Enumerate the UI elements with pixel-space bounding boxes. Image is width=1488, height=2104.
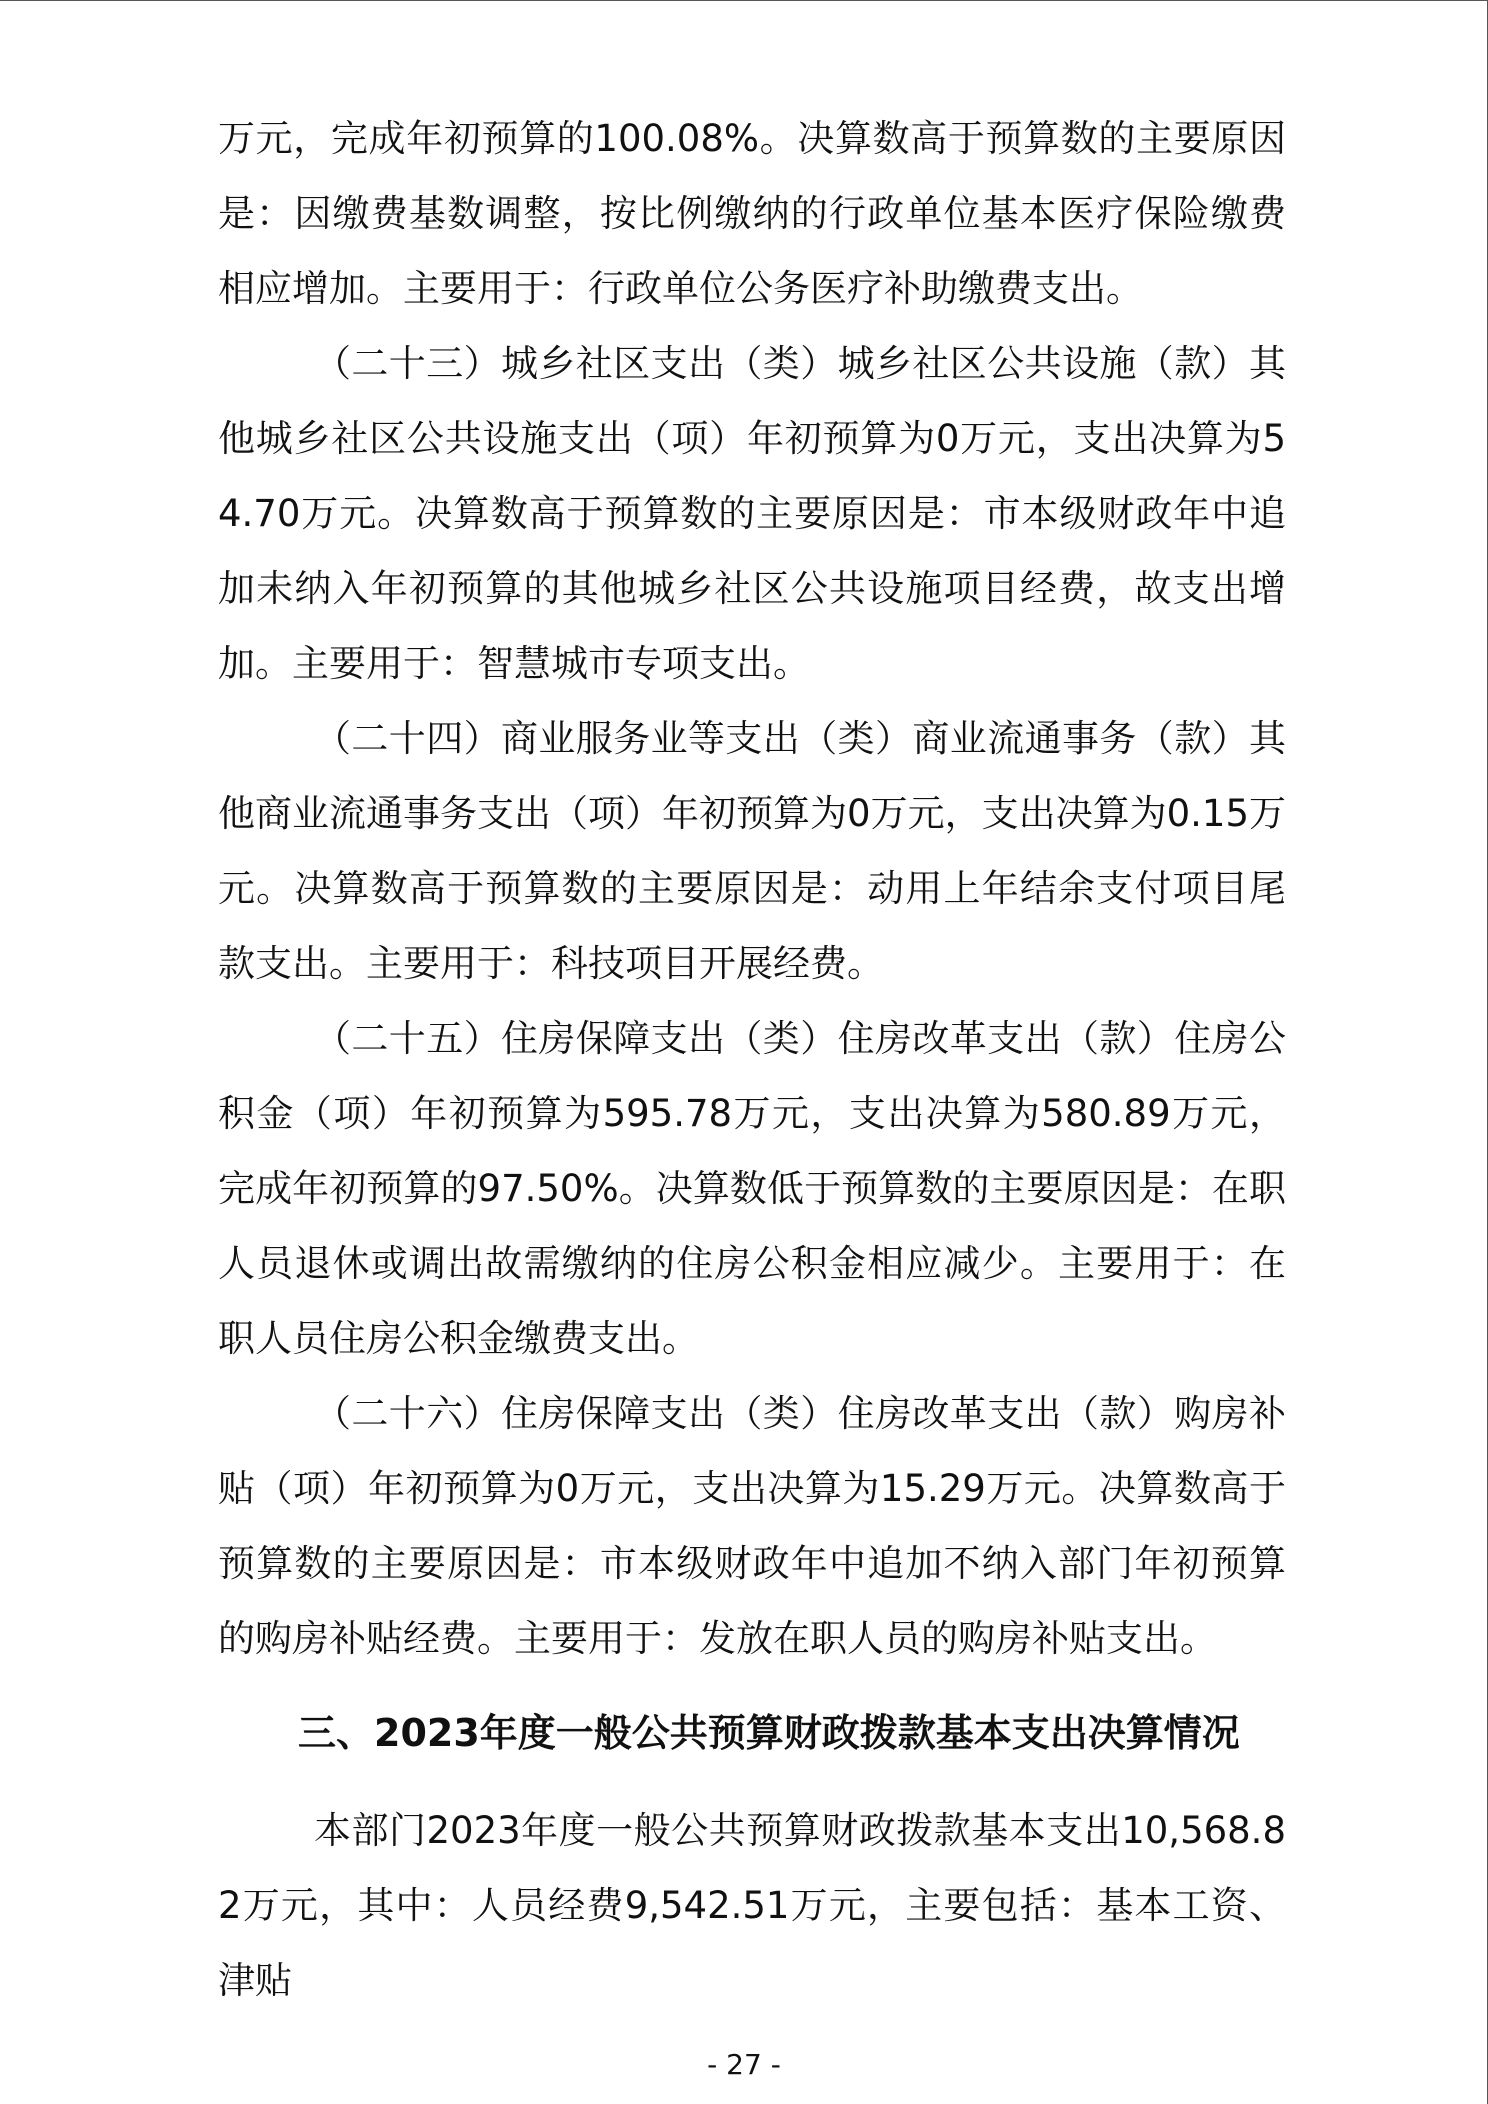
paragraph-item-26: （二十六）住房保障支出（类）住房改革支出（款）购房补贴（项）年初预算为0万元，支出决算为15.29万元。决算数高于预算数的主要原因是：市本级财政年中追加不纳入部门年初预算的购房补贴经费。主要用于：发放在职人员的购房补贴支出。 [218,1392,1286,1660]
section-paragraph: 本部门2023年度一般公共预算财政拨款基本支出10,568.82万元，其中：人员经费9,542.51万元，主要包括：基本工资、津贴 [218,1809,1286,2002]
paragraph-item-23: （二十三）城乡社区支出（类）城乡社区公共设施（款）其他城乡社区公共设施支出（项）年初预算为0万元，支出决算为54.70万元。决算数高于预算数的主要原因是：市本级财政年中追加未纳入年初预算的其他城乡社区公共设施项目经费，故支出增加。主要用于：智慧城市专项支出。 [218,342,1286,685]
page-content [218,101,1286,2018]
section-heading: 三、2023年度一般公共预算财政拨款基本支出决算情况 [298,1711,1240,1755]
paragraph-item-24: （二十四）商业服务业等支出（类）商业流通事务（款）其他商业流通事务支出（项）年初预算为0万元，支出决算为0.15万元。决算数高于预算数的主要原因是：动用上年结余支付项目尾款支出。主要用于：科技项目开展经费。 [218,717,1286,985]
paragraph-item-25: （二十五）住房保障支出（类）住房改革支出（款）住房公积金（项）年初预算为595.78万元，支出决算为580.89万元，完成年初预算的97.50%。决算数低于预算数的主要原因是：在职人员退休或调出故需缴纳的住房公积金相应减少。主要用于：在职人员住房公积金缴费支出。 [218,1017,1286,1360]
paragraph-continued: 万元，完成年初预算的100.08%。决算数高于预算数的主要原因是：因缴费基数调整，按比例缴纳的行政单位基本医疗保险缴费相应增加。主要用于：行政单位公务医疗补助缴费支出。 [218,117,1286,310]
page-number: - 27 - [707,2048,781,2081]
